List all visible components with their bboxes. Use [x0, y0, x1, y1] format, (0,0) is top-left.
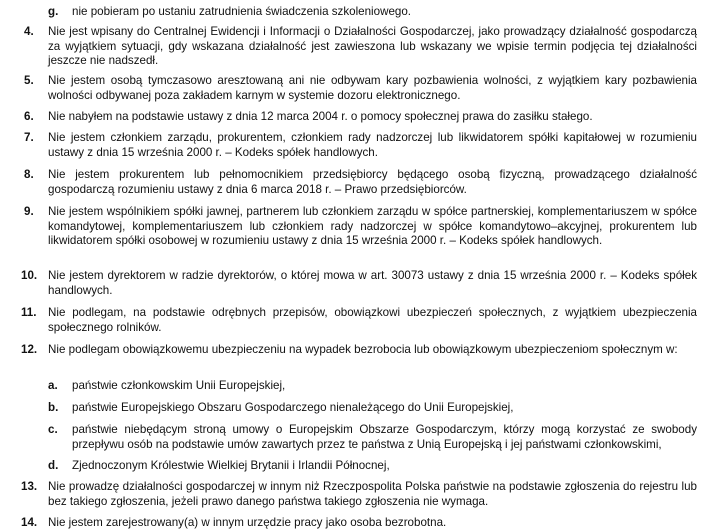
item-text: Nie nabyłem na podstawie ustawy z dnia 12 marca 2004 r. o pomocy społecznej prawa do zasiłku stałego.: [48, 110, 593, 123]
item-text: Zjednoczonym Królestwie Wielkiej Brytanii i Irlandii Północnej,: [72, 459, 390, 472]
item-number: 14.: [21, 516, 38, 529]
item-text: Nie podlegam, na podstawie odrębnych przepisów, obowiązkowi ubezpieczeń społecznych, z wyjątkiem ubezpieczenia społecznego rolników.: [48, 306, 697, 334]
item-text: Nie jestem dyrektorem w radzie dyrektorów, o której mowa w art. 30073 ustawy z dnia 15 września 2000 r. – Kodeks spółek handlowych.: [48, 269, 697, 297]
item-number: c.: [48, 423, 58, 436]
item-number: g.: [48, 5, 59, 18]
item-text: Nie jestem prokurentem lub pełnomocnikiem przedsiębiorcy będącego osobą fizyczną, prowadzącego działalność gospodarczą rozumieniu ustawy z dnia 6 marca 2018 r. – Prawo przedsiębiorców.: [48, 168, 697, 196]
item-text: państwie członkowskim Unii Europejskiej,: [72, 379, 286, 392]
item-number: 13.: [21, 480, 38, 493]
item-text: Nie jestem osobą tymczasowo aresztowaną ani nie odbywam kary pozbawienia wolności, z wyjątkiem kary pozbawienia wolności odbywanej poza zakładem karnym w systemie dozoru elektronicznego.: [48, 74, 697, 102]
item-number: a.: [48, 379, 58, 392]
item-text: państwie niebędącym stroną umowy o Europejskim Obszarze Gospodarczym, którzy mogą korzystać ze swobody przepływu osób na podstawie umów zawartych przez te państwa z Unią Europejską i jej państwami członkowskimi,: [72, 423, 697, 451]
item-text: Nie jestem wspólnikiem spółki jawnej, partnerem lub członkiem zarządu w spółce partnerskiej, komplementariuszem w spółce komandytowej, komplementariuszem lub członkiem rady nadzorczej w spółce komandytowo–akcyjnej, prokurentem lub likwidatorem spółki osobowej w rozumieniu ustawy z dnia 15 września 2000 r. – Kodeks spółek handlowych.: [48, 205, 697, 248]
item-number: 12.: [21, 343, 38, 356]
item-text: nie pobieram po ustaniu zatrudnienia świadczenia szkoleniowego.: [72, 5, 412, 18]
item-text: państwie Europejskiego Obszaru Gospodarczego nienależącego do Unii Europejskiej,: [72, 401, 514, 414]
item-number: 5.: [24, 74, 34, 87]
item-number: b.: [48, 401, 59, 414]
item-text: Nie jest wpisany do Centralnej Ewidencji i Informacji o Działalności Gospodarczej, jako prowadzący działalność gospodarczą za wyjątkiem sytuacji, gdy wskazana działalność jest zawieszona lub wskazany we wpisie termin podjęcia tej działalności jeszcze nie nadszedł.: [48, 25, 697, 68]
item-number: d.: [48, 459, 59, 472]
item-number: 6.: [24, 110, 34, 123]
item-number: 9.: [24, 205, 34, 218]
item-number: 10.: [21, 269, 38, 282]
item-number: 11.: [21, 306, 37, 319]
item-text: Nie prowadzę działalności gospodarczej w innym niż Rzeczpospolita Polska państwie na podstawie zgłoszenia do rejestru lub bez takiego zgłoszenia, jeżeli prawo danego państwa takiego zgłoszenia nie wymaga.: [48, 480, 697, 508]
item-text: Nie jestem zarejestrowany(a) w innym urzędzie pracy jako osoba bezrobotna.: [48, 516, 447, 529]
item-number: 8.: [24, 168, 34, 181]
item-text: Nie jestem członkiem zarządu, prokurentem, członkiem rady nadzorczej lub likwidatorem spółki kapitałowej w rozumieniu ustawy z dnia 15 września 2000 r. – Kodeks spółek handlowych.: [48, 131, 697, 159]
item-number: 7.: [24, 131, 34, 144]
item-number: 4.: [24, 25, 34, 38]
item-text: Nie podlegam obowiązkowemu ubezpieczeniu na wypadek bezrobocia lub obowiązkowym ubezpieczeniom społecznym w:: [48, 343, 678, 356]
